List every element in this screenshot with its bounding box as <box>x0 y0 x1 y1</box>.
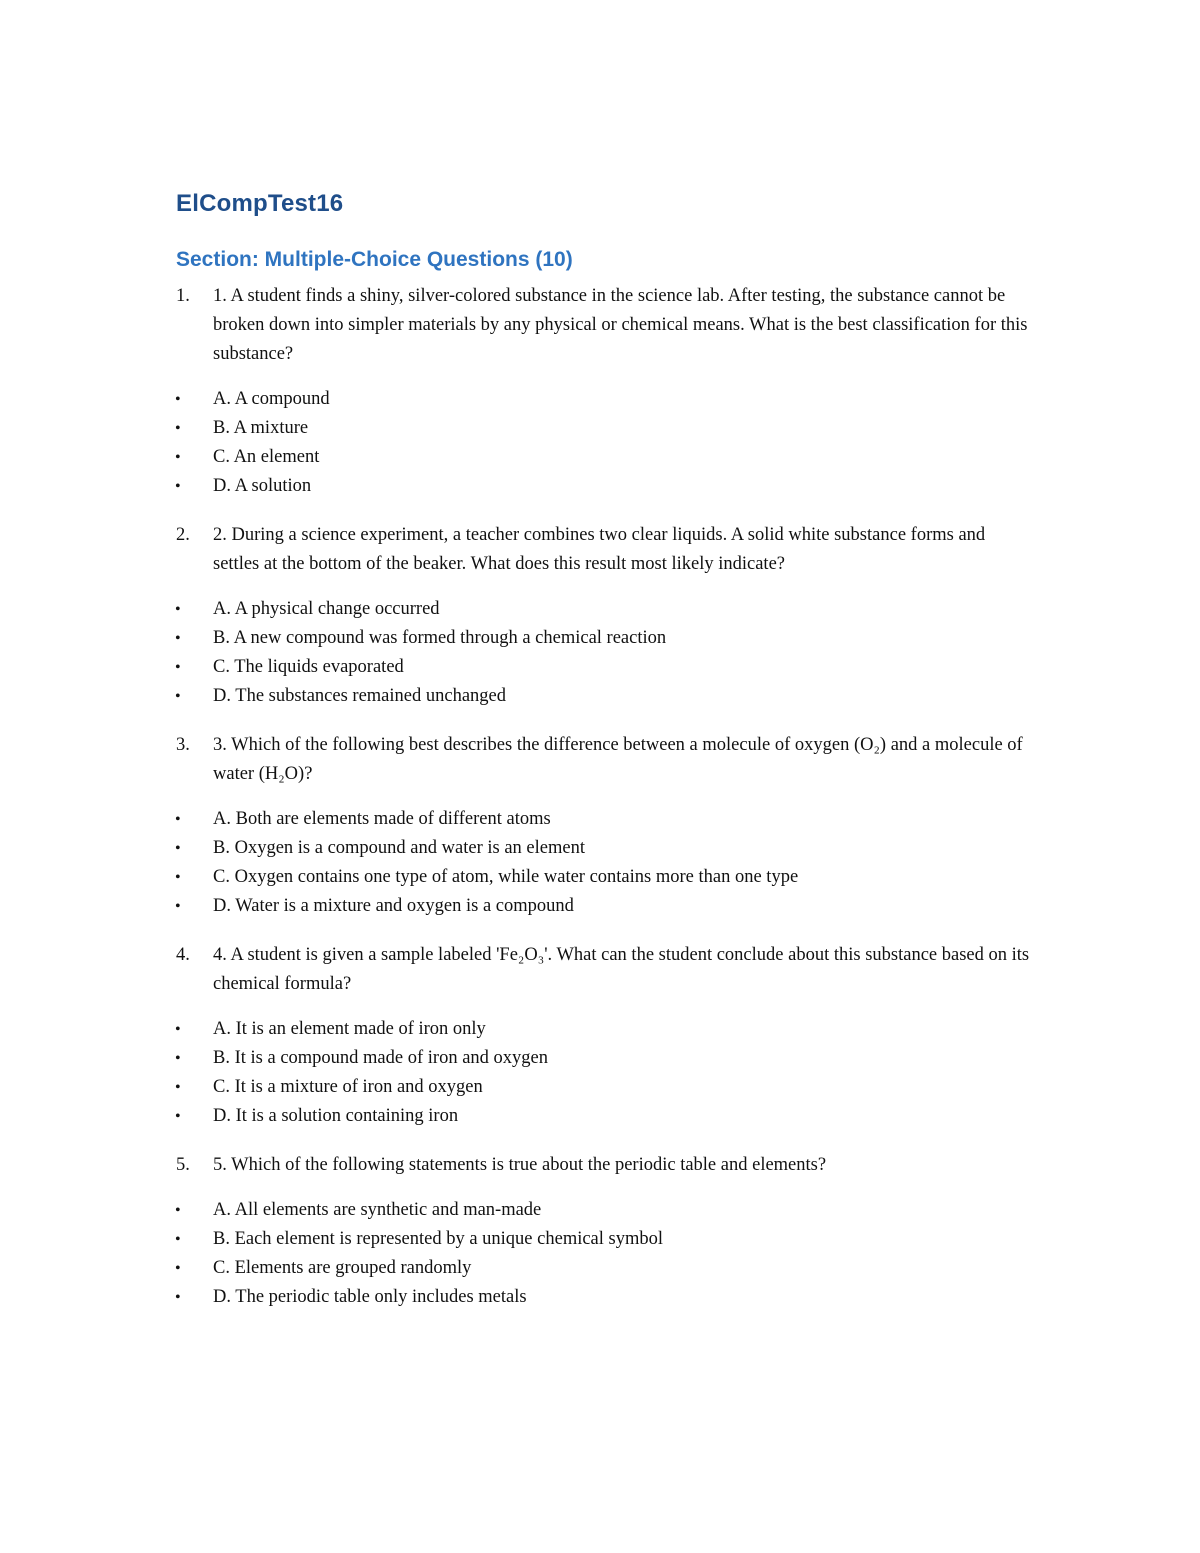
answer-option <box>175 472 1200 501</box>
bullet-icon: • <box>175 688 181 705</box>
option-text: C. An element <box>213 447 320 467</box>
document-title: ElCompTest16 <box>176 190 344 217</box>
option-text: C. Oxygen contains one type of atom, while water contains more than one type <box>213 867 799 887</box>
bullet-icon: • <box>175 840 181 857</box>
answer-option <box>175 805 1200 834</box>
question-number: 5. <box>176 1155 190 1175</box>
bullet-icon: • <box>175 601 181 618</box>
bullet-icon: • <box>175 811 181 828</box>
answer-option <box>175 1254 1200 1283</box>
question-number: 2. <box>176 525 190 545</box>
option-text: A. Both are elements made of different atoms <box>213 809 551 829</box>
bullet-icon: • <box>175 1108 181 1125</box>
bullet-icon: • <box>175 659 181 676</box>
option-text: B. It is a compound made of iron and oxygen <box>213 1048 548 1068</box>
bullet-icon: • <box>175 1231 181 1248</box>
question-block <box>0 731 1200 921</box>
option-text: D. Water is a mixture and oxygen is a compound <box>213 896 574 916</box>
bullet-icon: • <box>175 391 181 408</box>
question-number: 3. <box>176 735 190 755</box>
bullet-icon: • <box>175 898 181 915</box>
question-text: 5. Which of the following statements is true about the periodic table and elements? <box>213 1155 827 1175</box>
question-text: 1. A student finds a shiny, silver-colored substance in the science lab. After testing, the substance cannot be broken down into simpler materials by any physical or chemical means. What is the best classification for this substance? <box>213 286 1028 364</box>
answer-option <box>175 1044 1200 1073</box>
answer-option <box>175 1196 1200 1225</box>
question-item <box>176 521 1033 579</box>
option-text: D. The substances remained unchanged <box>213 686 506 706</box>
option-text: B. Oxygen is a compound and water is an element <box>213 838 585 858</box>
answer-options <box>0 595 1200 711</box>
question-item <box>176 731 1033 789</box>
question-text: 4. A student is given a sample labeled 'Fe₂O₃'. What can the student conclude about this substance based on its chemical formula? <box>213 945 1030 994</box>
option-text: B. A new compound was formed through a chemical reaction <box>213 628 667 648</box>
answer-options <box>0 385 1200 501</box>
option-text: C. Elements are grouped randomly <box>213 1258 472 1278</box>
answer-option <box>175 653 1200 682</box>
answer-option <box>175 443 1200 472</box>
answer-option <box>175 863 1200 892</box>
option-text: B. Each element is represented by a unique chemical symbol <box>213 1229 664 1249</box>
question-number: 4. <box>176 945 190 965</box>
answer-option <box>175 892 1200 921</box>
answer-option <box>175 1283 1200 1312</box>
question-block <box>0 282 1200 501</box>
option-text: D. A solution <box>213 476 312 496</box>
bullet-icon: • <box>175 1289 181 1306</box>
bullet-icon: • <box>175 420 181 437</box>
option-text: C. The liquids evaporated <box>213 657 404 677</box>
option-text: D. It is a solution containing iron <box>213 1106 459 1126</box>
answer-option <box>175 624 1200 653</box>
answer-option <box>175 1102 1200 1131</box>
option-text: A. It is an element made of iron only <box>213 1019 486 1039</box>
bullet-icon: • <box>175 1202 181 1219</box>
option-text: A. A compound <box>213 389 330 409</box>
answer-option <box>175 1225 1200 1254</box>
section-title: Section: Multiple-Choice Questions (10) <box>176 248 573 271</box>
question-block <box>0 521 1200 711</box>
question-item <box>176 282 1033 369</box>
answer-option <box>175 414 1200 443</box>
bullet-icon: • <box>175 449 181 466</box>
bullet-icon: • <box>175 478 181 495</box>
question-block <box>0 1151 1200 1312</box>
answer-option <box>175 385 1200 414</box>
answer-option <box>175 682 1200 711</box>
bullet-icon: • <box>175 1021 181 1038</box>
question-number: 1. <box>176 286 190 306</box>
bullet-icon: • <box>175 1079 181 1096</box>
option-text: A. All elements are synthetic and man-made <box>213 1200 542 1220</box>
question-item <box>176 1151 1033 1180</box>
answer-options <box>0 1015 1200 1131</box>
answer-option <box>175 1015 1200 1044</box>
question-list <box>0 282 1200 1332</box>
answer-option <box>175 1073 1200 1102</box>
option-text: D. The periodic table only includes metals <box>213 1287 527 1307</box>
answer-option <box>175 595 1200 624</box>
question-text: 2. During a science experiment, a teacher combines two clear liquids. A solid white substance forms and settles at the bottom of the beaker. What does this result most likely indicate? <box>213 525 986 574</box>
question-item <box>176 941 1033 999</box>
bullet-icon: • <box>175 630 181 647</box>
bullet-icon: • <box>175 1050 181 1067</box>
answer-option <box>175 834 1200 863</box>
bullet-icon: • <box>175 869 181 886</box>
answer-options <box>0 805 1200 921</box>
answer-options <box>0 1196 1200 1312</box>
option-text: C. It is a mixture of iron and oxygen <box>213 1077 483 1097</box>
option-text: B. A mixture <box>213 418 309 438</box>
bullet-icon: • <box>175 1260 181 1277</box>
option-text: A. A physical change occurred <box>213 599 440 619</box>
question-text: 3. Which of the following best describes the difference between a molecule of oxygen (O₂) and a molecule of water (H₂O)? <box>213 735 1023 784</box>
question-block <box>0 941 1200 1131</box>
